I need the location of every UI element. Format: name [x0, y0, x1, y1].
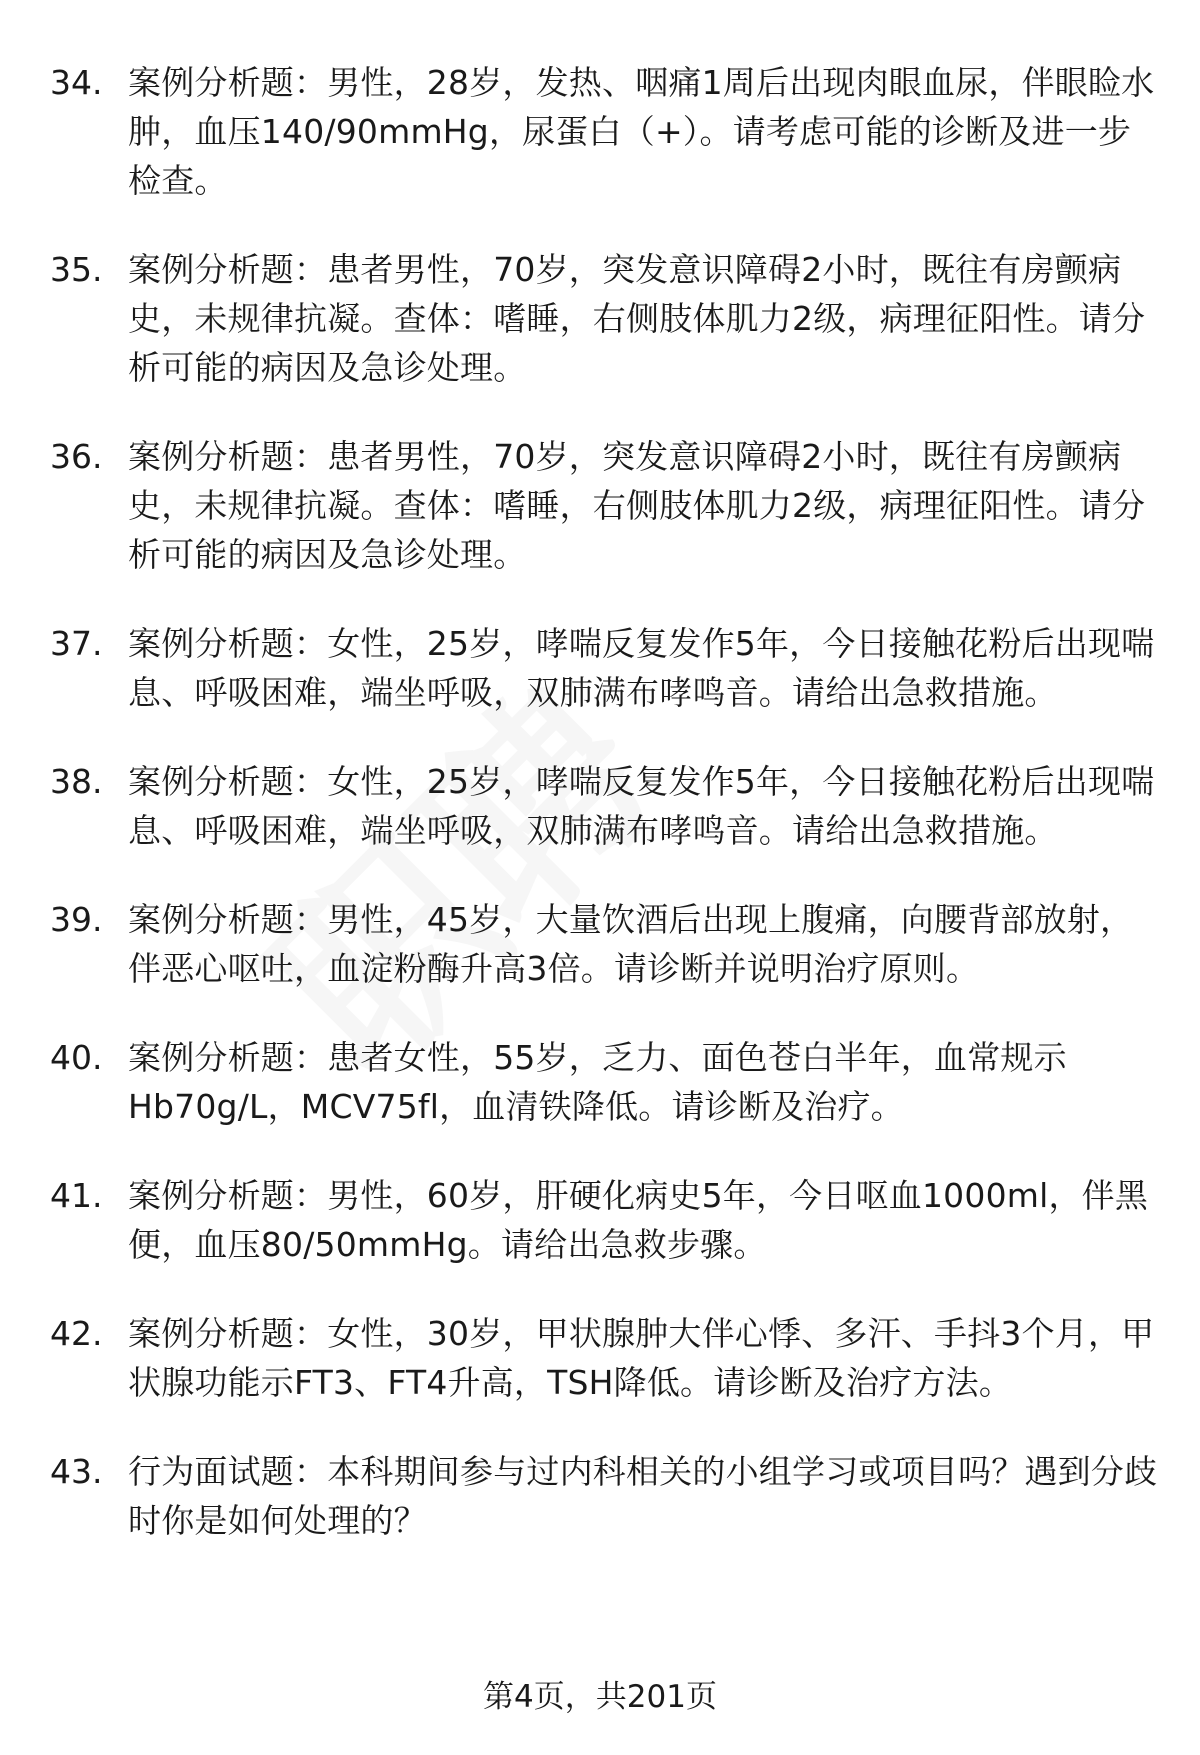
question-text: 案例分析题：女性，30岁，甲状腺肿大伴心悸、多汗、手抖3个月，甲状腺功能示FT3、FT4升高，TSH降低。请诊断及治疗方法。 [128, 1314, 1155, 1402]
question-number: 38. [50, 762, 103, 801]
question-text: 案例分析题：女性，25岁，哮喘反复发作5年，今日接触花粉后出现喘息、呼吸困难，端坐呼吸，双肺满布哮鸣音。请给出急救措施。 [128, 624, 1155, 712]
question-text: 案例分析题：患者男性，70岁，突发意识障碍2小时，既往有房颤病史，未规律抗凝。查体：嗜睡，右侧肢体肌力2级，病理征阳性。请分析可能的病因及急诊处理。 [128, 250, 1146, 387]
question-number: 36. [50, 437, 103, 476]
question-number: 39. [50, 900, 103, 939]
question-number: 34. [50, 63, 103, 102]
question-text: 案例分析题：男性，60岁，肝硬化病史5年，今日呕血1000ml，伴黑便，血压80/50mmHg。请给出急救步骤。 [128, 1176, 1149, 1264]
question-item [50, 757, 1160, 855]
question-number: 41. [50, 1176, 103, 1215]
question-text: 案例分析题：男性，28岁，发热、咽痛1周后出现肉眼血尿，伴眼睑水肿，血压140/90mmHg，尿蛋白（+）。请考虑可能的诊断及进一步检查。 [128, 63, 1155, 200]
question-item [50, 432, 1160, 579]
page-number-label: 第4页，共201页 [483, 1679, 717, 1715]
question-number: 35. [50, 250, 103, 289]
question-number: 37. [50, 624, 103, 663]
question-item [50, 1309, 1160, 1407]
question-list [50, 58, 1160, 1585]
question-item [50, 58, 1160, 205]
question-item [50, 245, 1160, 392]
question-text: 案例分析题：患者女性，55岁，乏力、面色苍白半年，血常规示Hb70g/L，MCV75fl，血清铁降低。请诊断及治疗。 [128, 1038, 1067, 1126]
question-text: 案例分析题：女性，25岁，哮喘反复发作5年，今日接触花粉后出现喘息、呼吸困难，端坐呼吸，双肺满布哮鸣音。请给出急救措施。 [128, 762, 1155, 850]
question-item [50, 1171, 1160, 1269]
question-item [50, 895, 1160, 993]
question-number: 40. [50, 1038, 103, 1077]
question-number: 43. [50, 1452, 103, 1491]
question-number: 42. [50, 1314, 103, 1353]
question-text: 案例分析题：患者男性，70岁，突发意识障碍2小时，既往有房颤病史，未规律抗凝。查体：嗜睡，右侧肢体肌力2级，病理征阳性。请分析可能的病因及急诊处理。 [128, 437, 1146, 574]
question-item [50, 1033, 1160, 1131]
question-text: 案例分析题：男性，45岁，大量饮酒后出现上腹痛，向腰背部放射，伴恶心呕吐，血淀粉酶升高3倍。请诊断并说明治疗原则。 [128, 900, 1134, 988]
question-text: 行为面试题：本科期间参与过内科相关的小组学习或项目吗？遇到分歧时你是如何处理的？ [128, 1452, 1158, 1540]
page-footer [0, 1677, 1200, 1717]
question-item [50, 619, 1160, 717]
question-item [50, 1447, 1160, 1545]
